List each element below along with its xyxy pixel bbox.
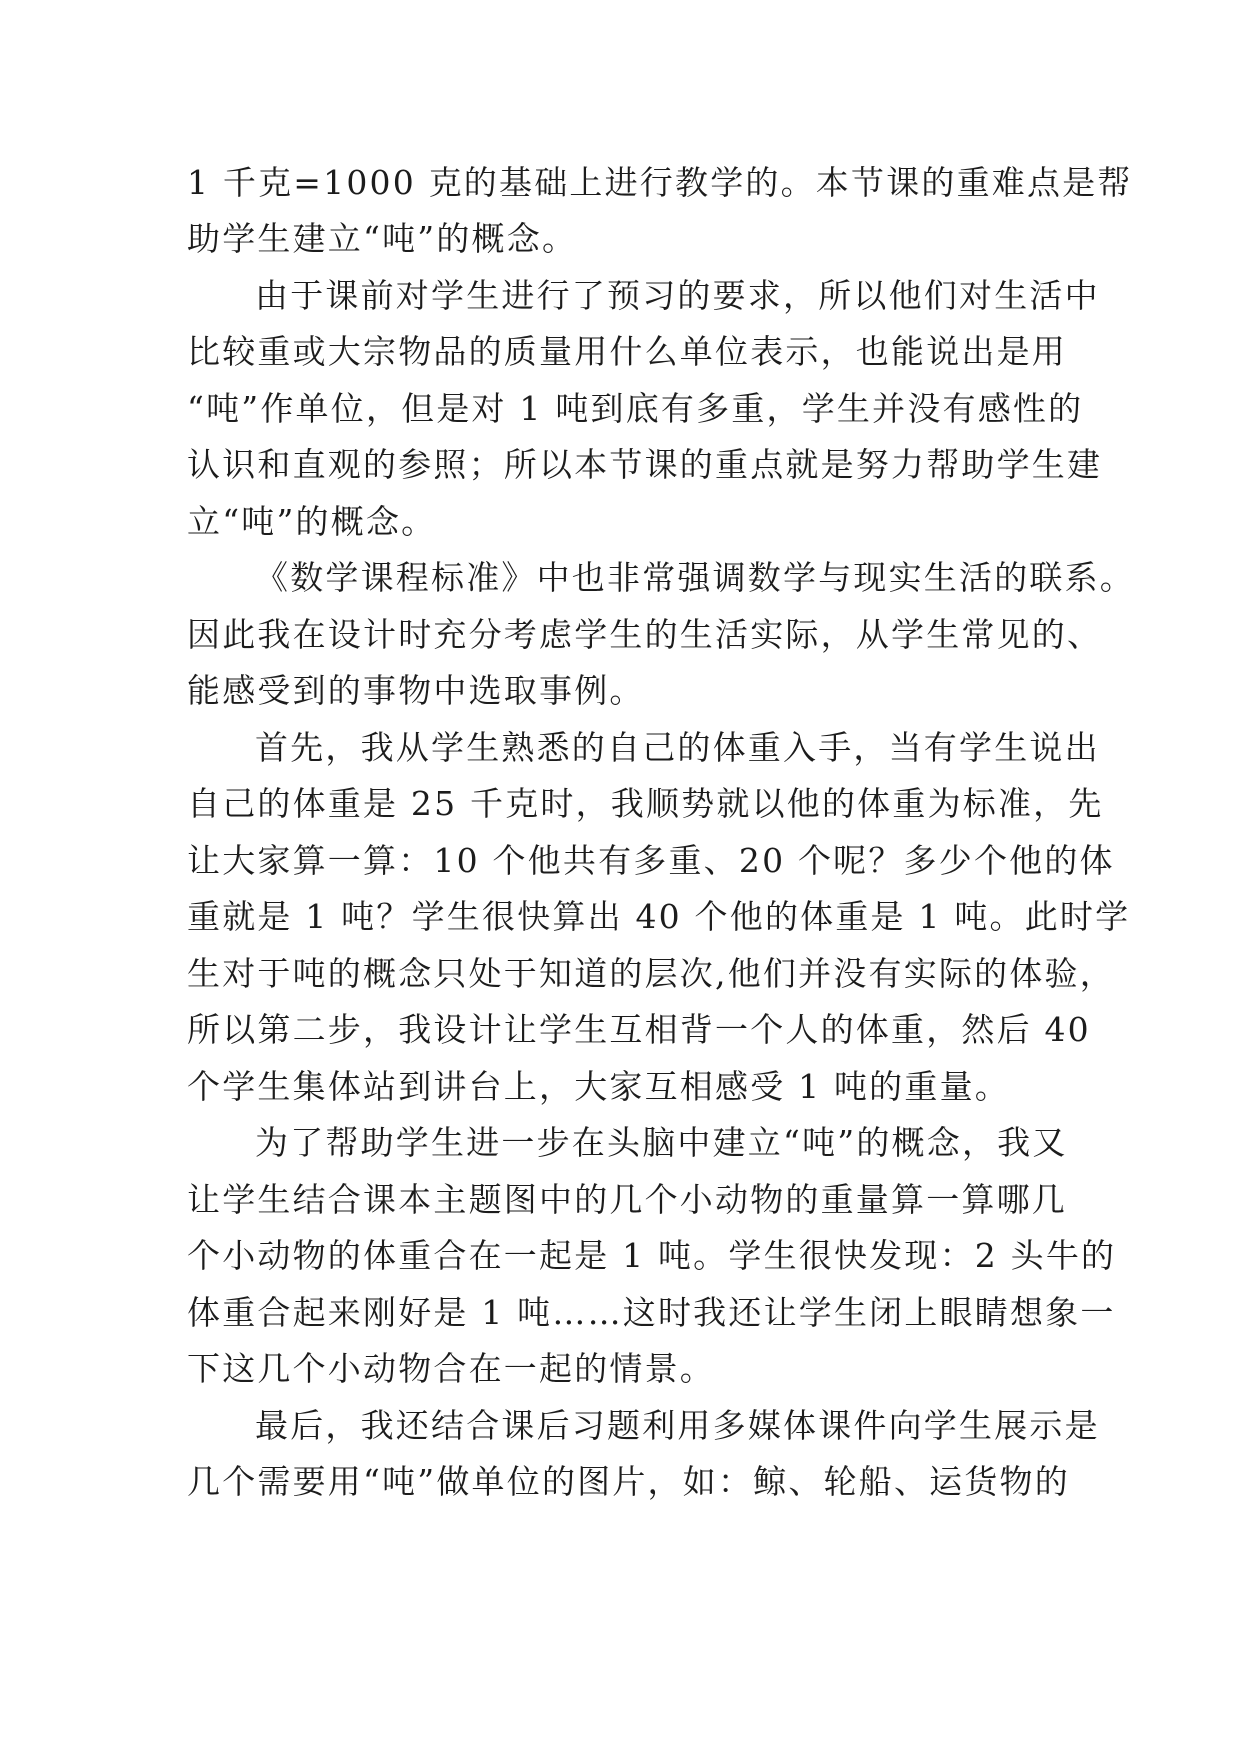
text-line: 体重合起来刚好是 1 吨……这时我还让学生闭上眼睛想象一 — [187, 1293, 1116, 1332]
text-line: 1 千克=1000 克的基础上进行教学的。本节课的重难点是帮 — [187, 163, 1133, 202]
paragraph-first-line: 为了帮助学生进一步在头脑中建立“吨”的概念，我又 — [255, 1123, 1068, 1162]
text-line: 下这几个小动物合在一起的情景。 — [187, 1349, 715, 1388]
text-line: 立“吨”的概念。 — [187, 502, 437, 541]
text-line: 几个需要用“吨”做单位的图片，如：鲸、轮船、运货物的 — [187, 1462, 1070, 1501]
text-line: 比较重或大宗物品的质量用什么单位表示，也能说出是用 — [187, 332, 1067, 371]
paragraph-first-line: 最后，我还结合课后习题利用多媒体课件向学生展示是 — [255, 1406, 1100, 1445]
paragraph-first-line: 《数学课程标准》中也非常强调数学与现实生活的联系。 — [255, 558, 1135, 597]
text-line: 认识和直观的参照；所以本节课的重点就是努力帮助学生建 — [187, 445, 1103, 484]
paragraph-first-line: 由于课前对学生进行了预习的要求，所以他们对生活中 — [255, 276, 1100, 315]
text-line: 个小动物的体重合在一起是 1 吨。学生很快发现：2 头牛的 — [187, 1236, 1117, 1275]
text-line: 因此我在设计时充分考虑学生的生活实际，从学生常见的、 — [187, 615, 1103, 654]
text-line: 重就是 1 吨？学生很快算出 40 个他的体重是 1 吨。此时学 — [187, 897, 1131, 936]
paragraph-first-line: 首先，我从学生熟悉的自己的体重入手，当有学生说出 — [255, 728, 1100, 767]
text-line: 能感受到的事物中选取事例。 — [187, 671, 645, 710]
text-line: 让大家算一算：10 个他共有多重、20 个呢？多少个他的体 — [187, 841, 1115, 880]
text-line: “吨”作单位，但是对 1 吨到底有多重，学生并没有感性的 — [187, 389, 1084, 428]
text-line: 所以第二步，我设计让学生互相背一个人的体重，然后 40 — [187, 1010, 1091, 1049]
text-line: 自己的体重是 25 千克时，我顺势就以他的体重为标准，先 — [187, 784, 1104, 823]
text-line: 个学生集体站到讲台上，大家互相感受 1 吨的重量。 — [187, 1067, 1010, 1106]
text-line: 生对于吨的概念只处于知道的层次,他们并没有实际的体验， — [187, 954, 1115, 993]
text-line: 助学生建立“吨”的概念。 — [187, 219, 578, 258]
text-line: 让学生结合课本主题图中的几个小动物的重量算一算哪几 — [187, 1180, 1067, 1219]
